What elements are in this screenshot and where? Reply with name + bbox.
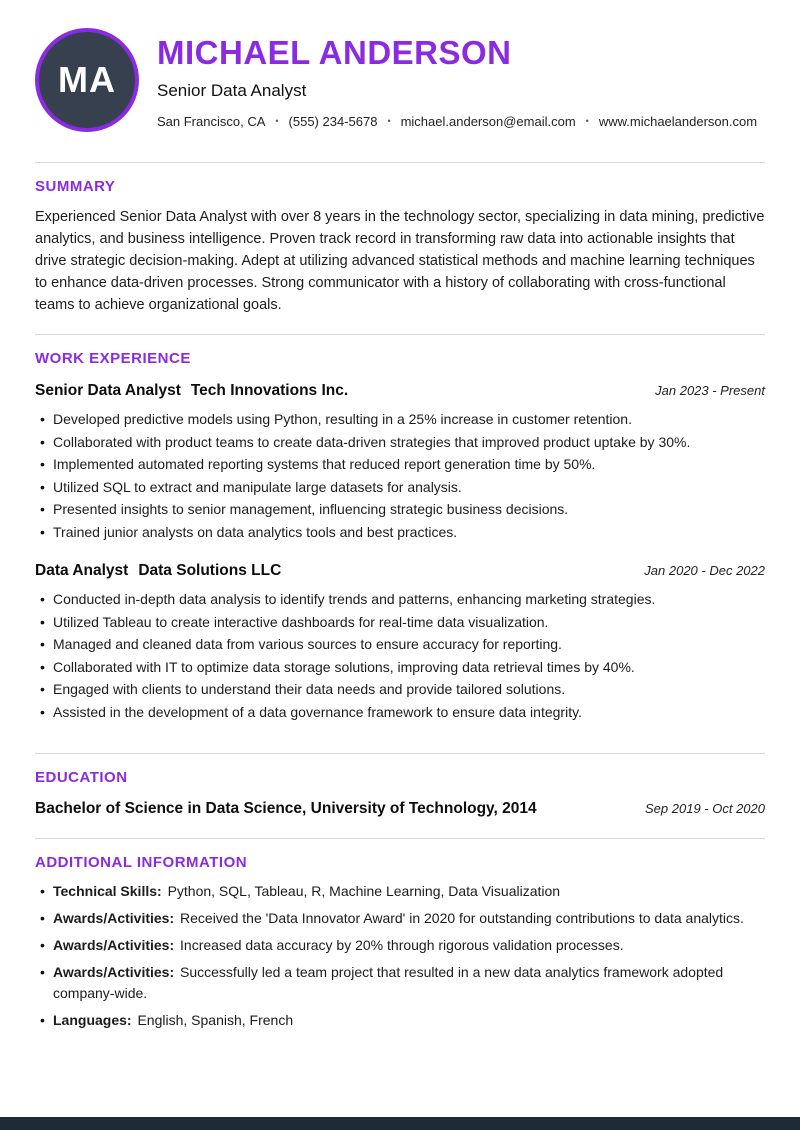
avatar-initials: MA: [58, 59, 116, 100]
summary-heading: SUMMARY: [35, 178, 116, 195]
job-bullet-list: [35, 588, 765, 723]
job-title-line: [35, 382, 348, 400]
separator-dot: •: [275, 116, 279, 127]
education-heading: EDUCATION: [35, 769, 128, 786]
candidate-headline: Senior Data Analyst: [157, 81, 307, 101]
job-header: [35, 562, 765, 580]
education-entry: [35, 800, 765, 818]
contact-location: San Francisco, CA: [157, 114, 266, 130]
candidate-name: MICHAEL ANDERSON: [157, 33, 512, 71]
bullet-item: • Engaged with clients to understand their data needs and provide tailored solutions.: [35, 678, 765, 701]
summary-section: [0, 178, 800, 316]
header-text: [157, 31, 757, 129]
bullet-item: • Presented insights to senior management, influencing strategic business decisions.: [35, 498, 765, 521]
section-divider: [35, 334, 765, 335]
bullet-item: • Collaborated with product teams to create data-driven strategies that improved product uptake by 30%.: [35, 431, 765, 454]
section-divider: [35, 162, 765, 163]
footer-bar: [0, 1117, 800, 1130]
section-divider: [35, 753, 765, 754]
job-company: Tech Innovations Inc.: [190, 382, 349, 399]
contact-website: www.michaelanderson.com: [598, 114, 758, 130]
additional-section: [0, 854, 800, 1031]
info-item: [35, 881, 765, 902]
job-bullet-list: [35, 408, 765, 543]
job-dates: Jan 2020 - Dec 2022: [644, 563, 765, 578]
header: [0, 0, 800, 148]
info-item: [35, 935, 765, 956]
contact-row: [157, 114, 757, 129]
info-item: [35, 1010, 765, 1031]
bullet-item: • Managed and cleaned data from various sources to ensure accuracy for reporting.: [35, 633, 765, 656]
info-text: English, Spanish, French: [137, 1012, 294, 1028]
education-degree: Bachelor of Science in Data Science, University of Technology, 2014: [35, 800, 537, 817]
work-section: [0, 350, 800, 723]
contact-phone: (555) 234-5678: [288, 114, 378, 130]
job-dates: Jan 2023 - Present: [655, 383, 765, 398]
info-label: Languages:: [53, 1012, 132, 1028]
job-title-line: [35, 562, 281, 580]
bullet-item: • Collaborated with IT to optimize data storage solutions, improving data retrieval times by 40%.: [35, 656, 765, 679]
info-item: [35, 908, 765, 929]
job-title: Senior Data Analyst: [35, 382, 181, 399]
job-company: Data Solutions LLC: [138, 562, 282, 579]
bullet-item: • Implemented automated reporting systems that reduced report generation time by 50%.: [35, 453, 765, 476]
info-text: Successfully led a team project that resulted in a new data analytics framework adopted company-wide.: [53, 964, 724, 1001]
info-label: Technical Skills:: [53, 883, 162, 899]
work-heading: WORK EXPERIENCE: [35, 350, 191, 367]
job-header: [35, 382, 765, 400]
separator-dot: •: [585, 116, 589, 127]
info-label: Awards/Activities:: [53, 910, 175, 926]
job-entry: [35, 562, 765, 723]
bullet-item: • Conducted in-depth data analysis to identify trends and patterns, enhancing marketing strategies.: [35, 588, 765, 611]
job-entry: [35, 382, 765, 543]
avatar: [35, 28, 139, 132]
bullet-item: • Utilized SQL to extract and manipulate large datasets for analysis.: [35, 476, 765, 499]
info-item: [35, 962, 765, 1004]
additional-list: [35, 881, 765, 1031]
bullet-item: • Utilized Tableau to create interactive dashboards for real-time data visualization.: [35, 611, 765, 634]
info-text: Received the 'Data Innovator Award' in 2020 for outstanding contributions to data analytics.: [180, 910, 744, 926]
bullet-item: • Developed predictive models using Python, resulting in a 25% increase in customer retention.: [35, 408, 765, 431]
info-text: Increased data accuracy by 20% through rigorous validation processes.: [180, 937, 624, 953]
separator-dot: •: [387, 116, 391, 127]
info-label: Awards/Activities:: [53, 964, 175, 980]
bullet-item: • Assisted in the development of a data governance framework to ensure data integrity.: [35, 701, 765, 724]
contact-email: michael.anderson@email.com: [400, 114, 576, 130]
education-section: [0, 769, 800, 818]
info-label: Awards/Activities:: [53, 937, 175, 953]
summary-text: Experienced Senior Data Analyst with over 8 years in the technology sector, specializing in data mining, predictive analytics, and business intelligence. Proven track record in transforming raw data into actionable insights that drive strategic decision-making. Adept at utilizing advanced statistical methods and machine learning techniques to enhance data-driven processes. Strong communicator with a history of collaborating with cross-functional teams to achieve organizational goals.: [35, 209, 765, 313]
info-text: Python, SQL, Tableau, R, Machine Learning, Data Visualization: [167, 883, 561, 899]
additional-heading: ADDITIONAL INFORMATION: [35, 854, 248, 871]
job-title: Data Analyst: [35, 562, 129, 579]
section-divider: [35, 838, 765, 839]
bullet-item: • Trained junior analysts on data analytics tools and best practices.: [35, 521, 765, 544]
education-dates: Sep 2019 - Oct 2020: [645, 801, 765, 816]
